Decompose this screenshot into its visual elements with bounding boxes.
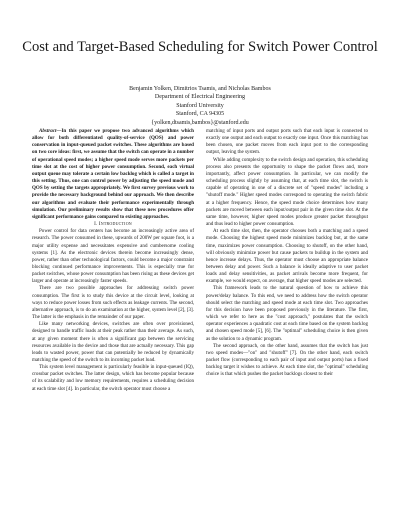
abstract-text: —In this paper we propose two advanced algorithms which allow for both differentiated quality-of-service (QOS) and power conservation in input-queued packet switches. These algorithms are based on two core ideas: first, we assume that the switch can operate in a number of operational speed modes; a higher speed mode serves more packets per time slot at the cost of higher power consumption. Second, each virtual output queue may tolerate a certain low backlog which is called a target in this setting. Thus, one can control power by adjusting the speed mode and QOS by setting the targets appropriately. We first survey previous work to provide the necessary background behind our approach. We then describe our algorithms and evaluate their performance experimentally through simulation. Our preliminary results show that these new procedures offer significant performance gains compared to existing approaches. (32, 128, 194, 220)
paragraph: matching of input ports and output ports such that each input is connected to exactly one output and each output to exactly one input. Once this matching has been chosen, one packet moves from each input port to the corresponding output, leaving the system. (206, 128, 368, 156)
paragraph: This framework leads to the natural question of how to achieve this power/delay balance. To this end, we need to address how the switch operator should select the matching and speed mode at each time slot. Two approaches for this decision have been proposed previously in the literature. The first, which we refer to here as the "cost approach," postulates that the switch operator experiences a quadratic cost at each time based on the system backlog and chosen speed mode [5], [6]. The "optimal" scheduling choice is then given as the solution to a dynamic program. (206, 285, 368, 342)
author-department: Department of Electrical Engineering (154, 94, 246, 101)
paper-title: Cost and Target-Based Scheduling for Switch Power Control (22, 39, 378, 55)
paragraph: Like many networking devices, switches are often over provisioned, designed to handle traffic loads at their peak rather than their average. As such, at any given moment there is often a significant gap between the servicing resources available in the device and those that are actually necessary. This gap leads to wasted power, power that can potentially be reduced by dynamically matching the speed of the switch to its incoming packet load. (32, 321, 194, 363)
abstract (32, 128, 194, 221)
paragraph: The second approach, on the other hand, assumes that the switch has just two speed modes—"on" and "shutoff" [7]. On the other hand, each switch packet flow (corresponding to each pair of input and output ports) has a fixed backlog target it wishes to achieve. At each time slot, the "optimal" scheduling choice is that which pushes the packet backlogs closest to their (206, 342, 368, 378)
paragraph: At each time slot, then, the operator chooses both a matching and a speed mode. Choosing the highest speed mode minimizes backlog but, at the same time, maximizes power consumption. Choosing to shutoff, on the other hand, will obviously minimize power but cause packets to buildup in the system and hence increase delays. Thus, the operator must choose an appropriate balance between delay and power. Such a balance is ideally adaptive to user packet loads and delay sensitivities, as packet arrivals become more frequent, for example, we would expect, on average, that higher speed modes are selected. (206, 228, 368, 285)
author-university: Stanford University (176, 102, 224, 109)
author-address: Stanford, CA 94305 (175, 111, 225, 118)
author-block (20, 85, 380, 127)
paragraph: While adding complexity to the switch design and operation, this scheduling process also presents the opportunity to shape the packet flows and, more importantly, affect power consumption. In particular, we can modify the scheduling process slightly by assuming that, at each time slot, the switch is capable of operating in one of a discrete set of "speed modes" including a "shutoff mode." Higher speed modes correspond to operating the switch fabric at a higher frequency. Hence, the speed mode choice determines how many packets are moved between each input/output pair in the given time slot. At the same time, however, higher speed modes produce greater packet throughput and thus lead to higher power consumption. (206, 156, 368, 228)
paragraph: Power control for data centers has become an increasingly active area of research. The power consumed in these, upwards of 200W per square foot, is a major utility expense and necessitates expensive and cumbersome cooling systems [1]. As the electronic devices therein become increasingly dense, power, rather than other technological factors, could become a major constraint blocking continued performance improvements. This is especially true for packet switches, whose power consumption has been rising as these devices get larger and operate at increasingly faster speeds. (32, 228, 194, 285)
paragraph: This system level management is particularly feasible in input-queued (IQ), crossbar packet switches. The latter design, which has become popular because of its scalability and low memory requirements, requires a scheduling decision at each time slot [4]. In particular, the switch operator must choose a (32, 364, 194, 392)
abstract-label: Abstract (39, 128, 57, 134)
left-column (32, 128, 194, 393)
right-column (206, 128, 368, 378)
author-emails: {yolken,dtsamis,bambos}@stanford.edu (151, 119, 249, 126)
paragraph: There are two possible approaches for addressing switch power consumption. The first is to study this device at the circuit level, looking at ways to reduce power losses from such effects as leakage currents. The second, alternative approach, is to do an examination at the higher, system level [2], [3]. The latter is the emphasis in the remainder of our paper. (32, 285, 194, 321)
section-heading-introduction: I. Introduction (94, 221, 132, 228)
author-names: Benjamin Yolken, Dimitrios Tsamis, and Nicholas Bambos (129, 86, 271, 92)
